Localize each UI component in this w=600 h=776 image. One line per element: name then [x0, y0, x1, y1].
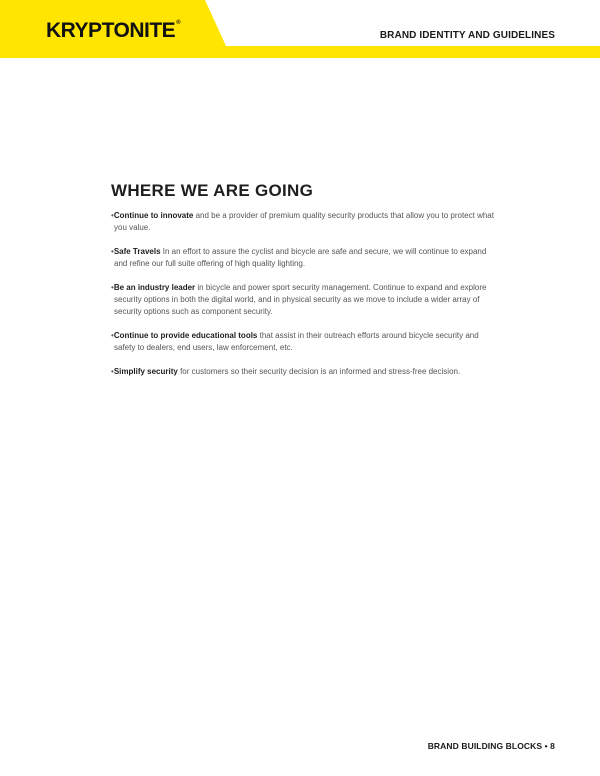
- bullet-item: [111, 330, 496, 354]
- bullet-icon: •: [111, 283, 114, 292]
- bullet-lead: Simplify security: [113, 367, 178, 376]
- bullet-text: that assist in their outreach efforts around bicycle security and safety to dealers, end users, law enforcement, etc.: [114, 331, 479, 352]
- main-content: [111, 181, 496, 390]
- page-header: [0, 0, 600, 60]
- header-title: BRAND IDENTITY AND GUIDELINES: [379, 30, 555, 41]
- bullet-item: [111, 282, 496, 318]
- logo-text: KRYPTONITE: [46, 19, 176, 42]
- bullet-lead: Be an industry leader: [113, 283, 196, 292]
- bullet-item: [111, 366, 496, 378]
- bullet-icon: •: [111, 367, 114, 376]
- bullet-lead: Safe Travels: [113, 247, 161, 256]
- bullet-icon: •: [111, 247, 114, 256]
- bullet-icon: •: [111, 331, 114, 340]
- section-title: WHERE WE ARE GOING: [111, 181, 314, 200]
- header-yellow-stripe: [0, 46, 600, 58]
- bullet-text: In an effort to assure the cyclist and bicycle are safe and secure, we will continue to expand and refine our full suite offering of high quality lighting.: [114, 247, 487, 268]
- bullet-lead: Continue to provide educational tools: [113, 331, 258, 340]
- bullet-lead: Continue to innovate: [113, 211, 194, 220]
- bullet-text: for customers so their security decision is an informed and stress-free decision.: [177, 367, 461, 376]
- page-footer: BRAND BUILDING BLOCKS • 8: [427, 741, 555, 751]
- bullet-item: [111, 210, 496, 234]
- bullet-icon: •: [111, 211, 114, 220]
- bullet-item: [111, 246, 496, 270]
- bullet-text: and be a provider of premium quality security products that allow you to protect what you value.: [114, 211, 494, 232]
- kryptonite-logo: [46, 20, 180, 41]
- registered-mark-icon: ®: [176, 20, 181, 26]
- bullet-text: in bicycle and power sport security management. Continue to expand and explore security options in both the digital world, and in physical security as we move to include a wider array of security options such as component security.: [114, 283, 487, 316]
